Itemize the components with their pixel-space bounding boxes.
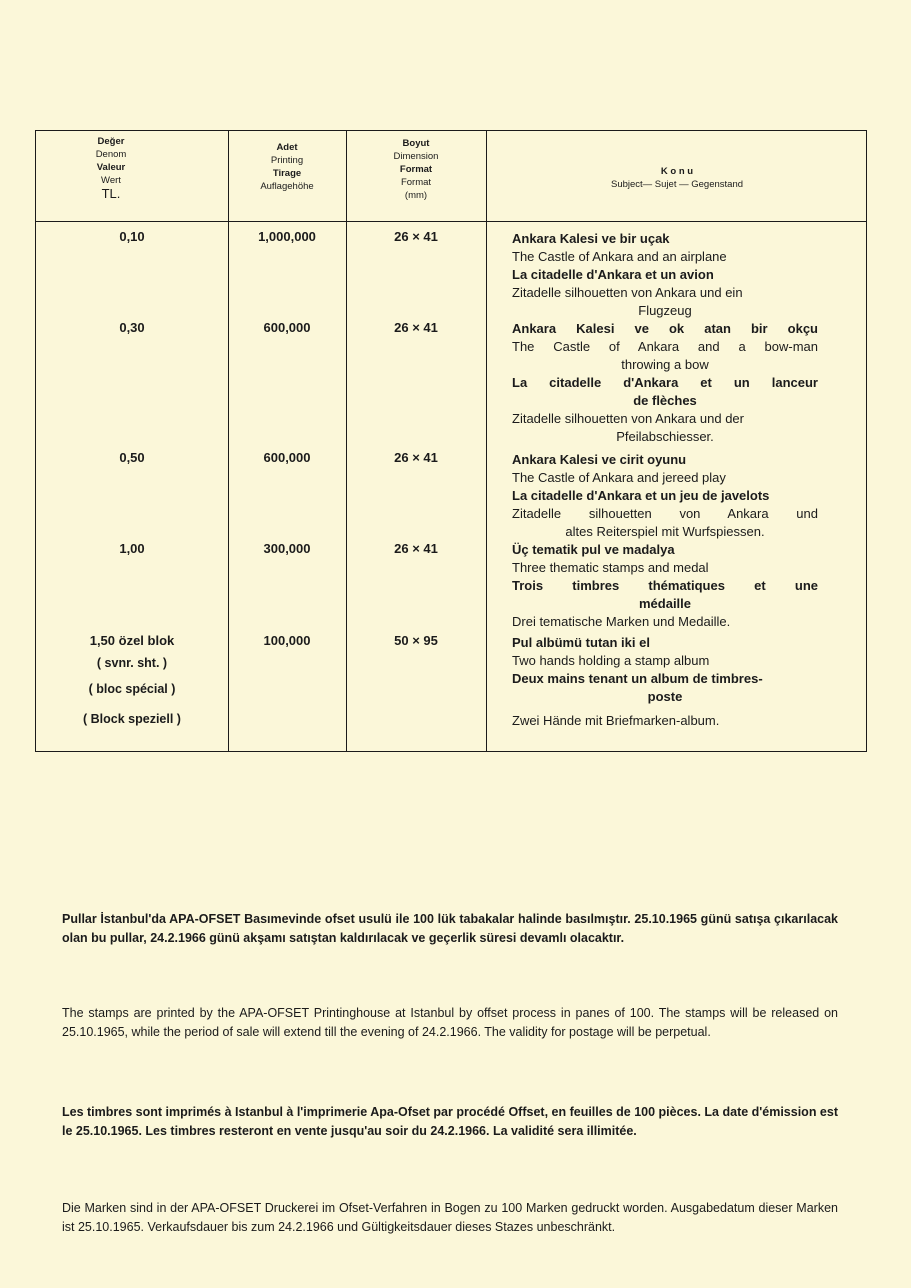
column-divider [486,131,487,751]
denom-value: 1,00 [119,541,145,556]
header-subject: K o n u Subject— Sujet — Gegenstand [610,166,744,190]
format-value: 26 × 41 [394,320,438,335]
subject-cell: Pul albümü tutan iki el Two hands holding a stamp album Deux mains tenant un album de timbres- poste Zwei Hände mit Briefmarken-album. [512,635,763,728]
printing-value: 1,000,000 [258,229,316,244]
paragraph-german: Die Marken sind in der APA-OFSET Druckerei im Ofset-Verfahren in Bogen zu 100 Marken gedruckt worden. Ausgabedatum dieser Marken ist 25.10.1965. Verkaufsdauer bis zum 24.2.1966 und Gültigkeitsdauer dieses Stazes unbeschränkt. [62,1201,838,1234]
printing-value: 600,000 [263,320,311,335]
subject-cell: Üç tematik pul ve madalya Three thematic stamps and medal Trois timbres thématiques et une médaille Drei tematische Marken und Medaille. [512,542,818,629]
subject-cell: Ankara Kalesi ve cirit oyunu The Castle of Ankara and jereed play La citadelle d'Ankara et un jeu de javelots Zitadelle silhouetten von Ankara und altes Reiterspiel mit Wurfspiessen. [512,452,818,539]
denom-note: ( bloc spécial ) [88,682,176,696]
subject-cell: Ankara Kalesi ve bir uçak The Castle of Ankara and an airplane La citadelle d'Ankara et un avion Zitadelle silhouetten von Ankara und ein Flugzeug [512,231,743,318]
denom-note: ( Block speziell ) [83,712,181,726]
column-divider [346,131,347,751]
header-printing: Adet Printing Tirage Auflagehöhe [260,142,314,192]
header-divider [36,221,866,222]
paragraph-turkish: Pullar İstanbul'da APA-OFSET Basımevinde ofset usulü ile 100 lük tabakalar halinde basılmıştır. 25.10.1965 günü satışa çıkarılacak olan bu pullar, 24.2.1966 günü akşamı satıştan kaldırılacak ve geçerlik süresi devamlı olacaktır. [62,912,838,945]
header-dimension: Boyut Dimension Format Format (mm) [393,138,439,201]
printing-value: 300,000 [263,541,311,556]
subject-cell: Ankara Kalesi ve ok atan bir okçu The Castle of Ankara and a bow-man throwing a bow La citadelle d'Ankara et un lanceur de flèches Zitadelle silhouetten von Ankara und der Pfeilabschiesser. [512,321,818,444]
format-value: 26 × 41 [394,541,438,556]
printing-value: 100,000 [263,633,311,648]
header-denom: Değer Denom Valeur Wert TL. [95,136,127,201]
paragraph-french: Les timbres sont imprimés à Istanbul à l'imprimerie Apa-Ofset par procédé Offset, en feuilles de 100 pièces. La date d'émission est le 25.10.1965. Les timbres resteront en vente jusqu'au soir du 24.2.1966. La validité sera illimitée. [62,1105,838,1138]
paragraph-english: The stamps are printed by the APA-OFSET Printinghouse at Istanbul by offset process in panes of 100. The stamps will be released on 25.10.1965, while the period of sale will extend till the evening of 24.2.1966. The validity for postage will be perpetual. [62,1006,838,1039]
format-value: 26 × 41 [394,229,438,244]
denom-value: 0,10 [119,229,145,244]
format-value: 26 × 41 [394,450,438,465]
format-value: 50 × 95 [394,633,438,648]
denom-note: ( svnr. sht. ) [96,656,168,670]
denom-value: 1,50 özel blok [89,633,175,648]
stamp-issue-table [35,130,867,752]
denom-value: 0,50 [119,450,145,465]
column-divider [228,131,229,751]
printing-value: 600,000 [263,450,311,465]
denom-value: 0,30 [119,320,145,335]
